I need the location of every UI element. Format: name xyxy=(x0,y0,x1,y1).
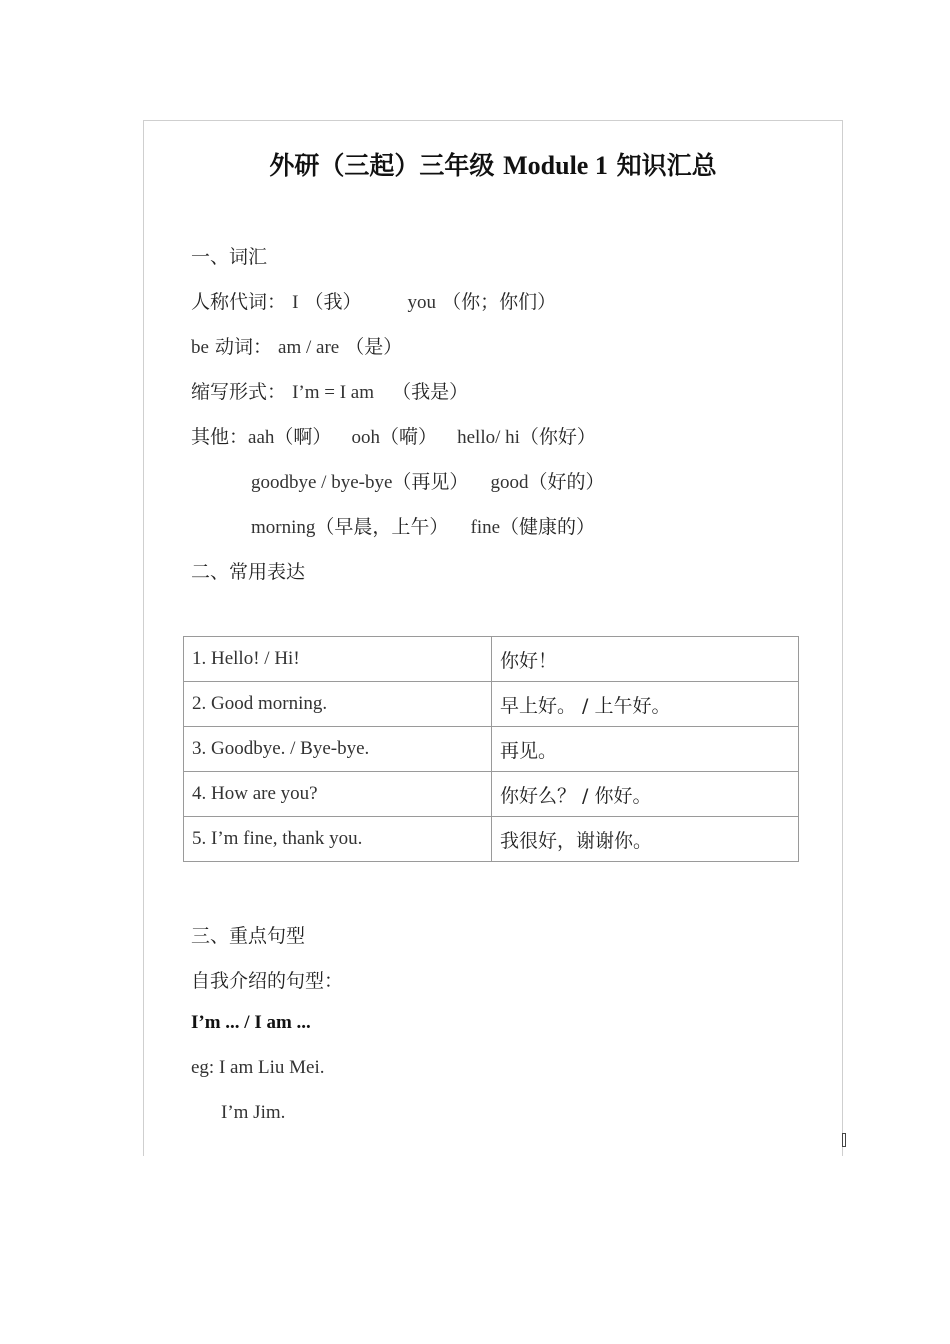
expression-cn: 再见。 xyxy=(492,727,799,772)
pattern-text: I’m ... / I am ... xyxy=(191,1012,311,1033)
table-row xyxy=(184,817,799,862)
pronouns-line xyxy=(191,287,556,314)
expression-en: 2. Good morning. xyxy=(184,682,492,727)
section2-heading: 二、常用表达 xyxy=(191,561,306,583)
expression-cn: 你好么？ / 你好。 xyxy=(492,772,799,817)
be-label-cn: 动词： xyxy=(208,336,272,358)
example-1 xyxy=(191,1056,325,1079)
others-line-3 xyxy=(251,512,595,539)
section1-heading: 一、词汇 xyxy=(191,246,268,268)
table-row xyxy=(184,772,799,817)
contraction-line xyxy=(191,377,468,404)
expressions-table xyxy=(183,636,799,862)
others-meaning: （健康的） xyxy=(500,516,596,538)
be-label: be xyxy=(191,337,209,358)
others-word: fine xyxy=(470,517,501,538)
document-title xyxy=(143,146,843,182)
be-verbs-line xyxy=(191,332,402,359)
others-line-1 xyxy=(191,422,596,449)
table-row xyxy=(184,682,799,727)
section3-heading: 三、重点句型 xyxy=(191,925,306,947)
be-words: am / are xyxy=(278,337,340,358)
table-row xyxy=(184,727,799,772)
others-meaning: （好的） xyxy=(528,471,605,493)
expression-cn: 你好！ xyxy=(492,637,799,682)
section3-subheading: 自我介绍的句型： xyxy=(191,970,344,992)
expression-en: 3. Goodbye. / Bye-bye. xyxy=(184,727,492,772)
example-2 xyxy=(221,1101,285,1124)
table-row xyxy=(184,637,799,682)
others-word: goodbye / bye-bye xyxy=(251,472,393,493)
others-word: aah xyxy=(248,427,275,448)
pronouns-label: 人称代词： xyxy=(191,291,287,313)
pronoun-word-2: you xyxy=(407,292,437,313)
sentence-pattern xyxy=(191,1011,311,1034)
pronoun-meaning-2: （你；你们） xyxy=(442,291,557,313)
expression-en: 4. How are you? xyxy=(184,772,492,817)
others-word: ooh xyxy=(351,427,380,448)
pronoun-meaning-1: （我） xyxy=(304,291,362,313)
others-meaning: （再见） xyxy=(392,471,469,493)
example-2-text: I’m Jim. xyxy=(221,1102,286,1123)
others-meaning: （你好） xyxy=(519,426,596,448)
others-meaning: （嗬） xyxy=(380,426,438,448)
others-word: morning xyxy=(251,517,316,538)
others-meaning: （啊） xyxy=(274,426,332,448)
others-line-2 xyxy=(251,467,605,494)
others-meaning: （早晨，上午） xyxy=(315,516,449,538)
title-part2: Module 1 xyxy=(503,151,608,180)
contraction-meaning: （我是） xyxy=(392,381,469,403)
text-cursor-icon xyxy=(842,1133,846,1147)
pronoun-word-1: I xyxy=(292,292,299,313)
others-label: 其他： xyxy=(191,426,249,448)
be-meaning: （是） xyxy=(345,336,403,358)
expression-cn: 早上好。 / 上午好。 xyxy=(492,682,799,727)
title-part3: 知识汇总 xyxy=(607,151,717,180)
contraction-label: 缩写形式： xyxy=(191,381,287,403)
others-word: hello/ hi xyxy=(457,427,520,448)
expression-cn: 我很好，谢谢你。 xyxy=(492,817,799,862)
contraction-words: I’m = I am xyxy=(292,382,374,403)
title-part1: 外研（三起）三年级 xyxy=(269,151,504,180)
example-1-text: eg: I am Liu Mei. xyxy=(191,1057,325,1078)
expression-en: 1. Hello! / Hi! xyxy=(184,637,492,682)
expression-en: 5. I’m fine, thank you. xyxy=(184,817,492,862)
others-word: good xyxy=(490,472,529,493)
